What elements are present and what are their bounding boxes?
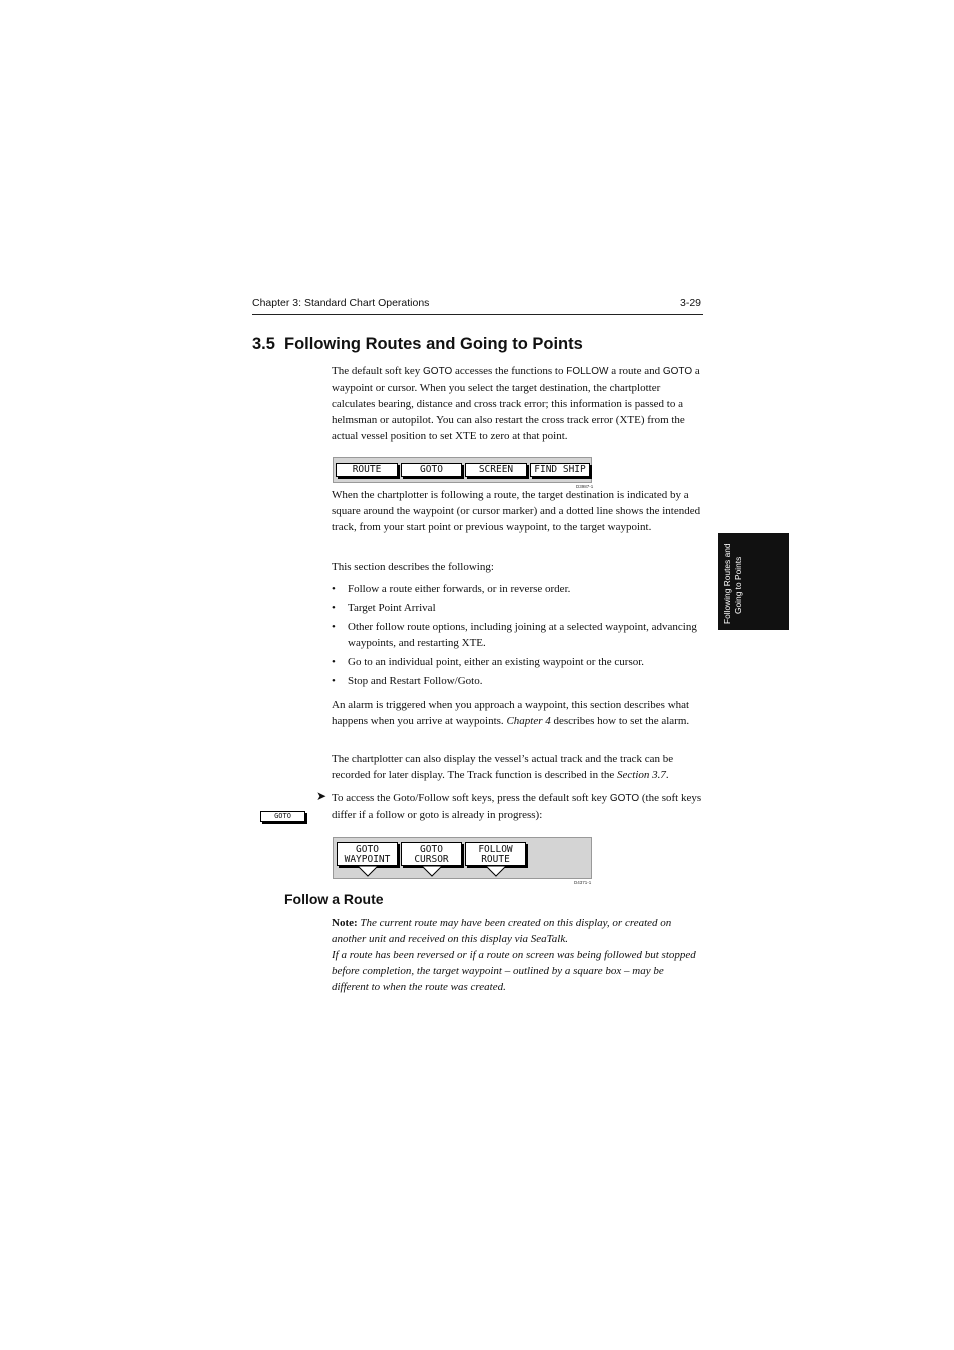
softkey-screen[interactable]: SCREEN — [465, 463, 527, 477]
margin-goto-softkey: GOTO — [260, 811, 305, 822]
intro-paragraph: The default soft key GOTO accesses the functions to FOLLOW a route and GOTO a waypoint or cursor. When you select the target destination, the chartplotter calculates bearing, distance and cross track error; this information is passed to a helmsman or autopilot. You can also restart the cross track error (XTE) from the actual vessel position to set XTE to zero at that point. — [332, 365, 700, 442]
following-paragraph: When the chartplotter is following a route, the target destination is indicated by a square around the waypoint (or cursor marker) and a dotted line shows the intended track, from your start point or previous waypoint, to the target waypoint. — [332, 489, 701, 533]
softkey-route[interactable]: ROUTE — [336, 463, 398, 477]
page-number: 3-29 — [680, 297, 702, 309]
track-paragraph: The chartplotter can also display the vessel’s actual track and the track can be recorded for later display. The Track function is described in the Section 3.7. — [332, 753, 674, 781]
figure-id: D3987-1 — [576, 484, 594, 489]
running-header-chapter: Chapter 3: Standard Chart Operations — [252, 297, 430, 309]
list-item: • Go to an individual point, either an existing waypoint or the cursor. — [332, 654, 704, 670]
section-title — [252, 335, 583, 354]
subsection-title: Follow a Route — [284, 891, 384, 907]
softkey-pointer-arrows — [334, 838, 591, 878]
header-rule — [252, 314, 703, 315]
default-softkey-panel — [333, 457, 592, 483]
chapter-side-tab — [718, 533, 789, 630]
softkey-follow-route[interactable]: FOLLOW ROUTE — [465, 842, 526, 866]
note-paragraph: Note: The current route may have been created on this display, or created on another unit and received on this display via SeaTalk. — [332, 917, 672, 945]
section-title-text: Following Routes and Going to Points — [284, 335, 583, 353]
goto-softkey-panel — [333, 837, 592, 879]
softkey-ref-goto: GOTO — [662, 366, 693, 377]
figure-id: D4371-1 — [574, 880, 592, 885]
softkey-goto-waypoint[interactable]: GOTO WAYPOINT — [337, 842, 398, 866]
softkey-goto-cursor[interactable]: GOTO CURSOR — [401, 842, 462, 866]
topics-list — [332, 581, 704, 692]
note-paragraph-2: If a route has been reversed or if a route on screen was being followed but stopped before completion, the target waypoint – outlined by a square box – may be different to when the route was created. — [332, 949, 696, 993]
softkey-ref-goto: GOTO — [609, 793, 640, 804]
softkey-goto[interactable]: GOTO — [401, 463, 462, 477]
side-tab-line1: Following Routes and — [722, 543, 732, 624]
step-paragraph: To access the Goto/Follow soft keys, press the default soft key GOTO (the soft keys differ if a follow or goto is already in progress): — [332, 792, 702, 821]
note-label: Note: — [332, 917, 358, 929]
section-reference: Section 3.7 — [617, 769, 666, 781]
softkey-ref-follow: FOLLOW — [566, 366, 609, 377]
step-arrow-icon: ➤ — [316, 789, 327, 803]
alarm-paragraph: An alarm is triggered when you approach a waypoint, this section describes what happens when you arrive at waypoints. Chapter 4 describes how to set the alarm. — [332, 699, 690, 727]
side-tab-line2: Going to Points — [733, 556, 743, 614]
section-number: 3.5 — [252, 335, 275, 353]
chapter-reference: Chapter 4 — [506, 715, 551, 727]
list-item: • Stop and Restart Follow/Goto. — [332, 673, 704, 689]
list-item: • Other follow route options, including joining at a selected waypoint, advancing waypoints, and restarting XTE. — [332, 619, 704, 651]
list-item: • Target Point Arrival — [332, 600, 704, 616]
describes-paragraph: This section describes the following: — [332, 561, 494, 573]
softkey-ref-goto: GOTO — [423, 366, 453, 377]
list-item: • Follow a route either forwards, or in reverse order. — [332, 581, 704, 597]
softkey-find-ship[interactable]: FIND SHIP — [530, 463, 590, 477]
side-tab-text — [718, 533, 789, 630]
